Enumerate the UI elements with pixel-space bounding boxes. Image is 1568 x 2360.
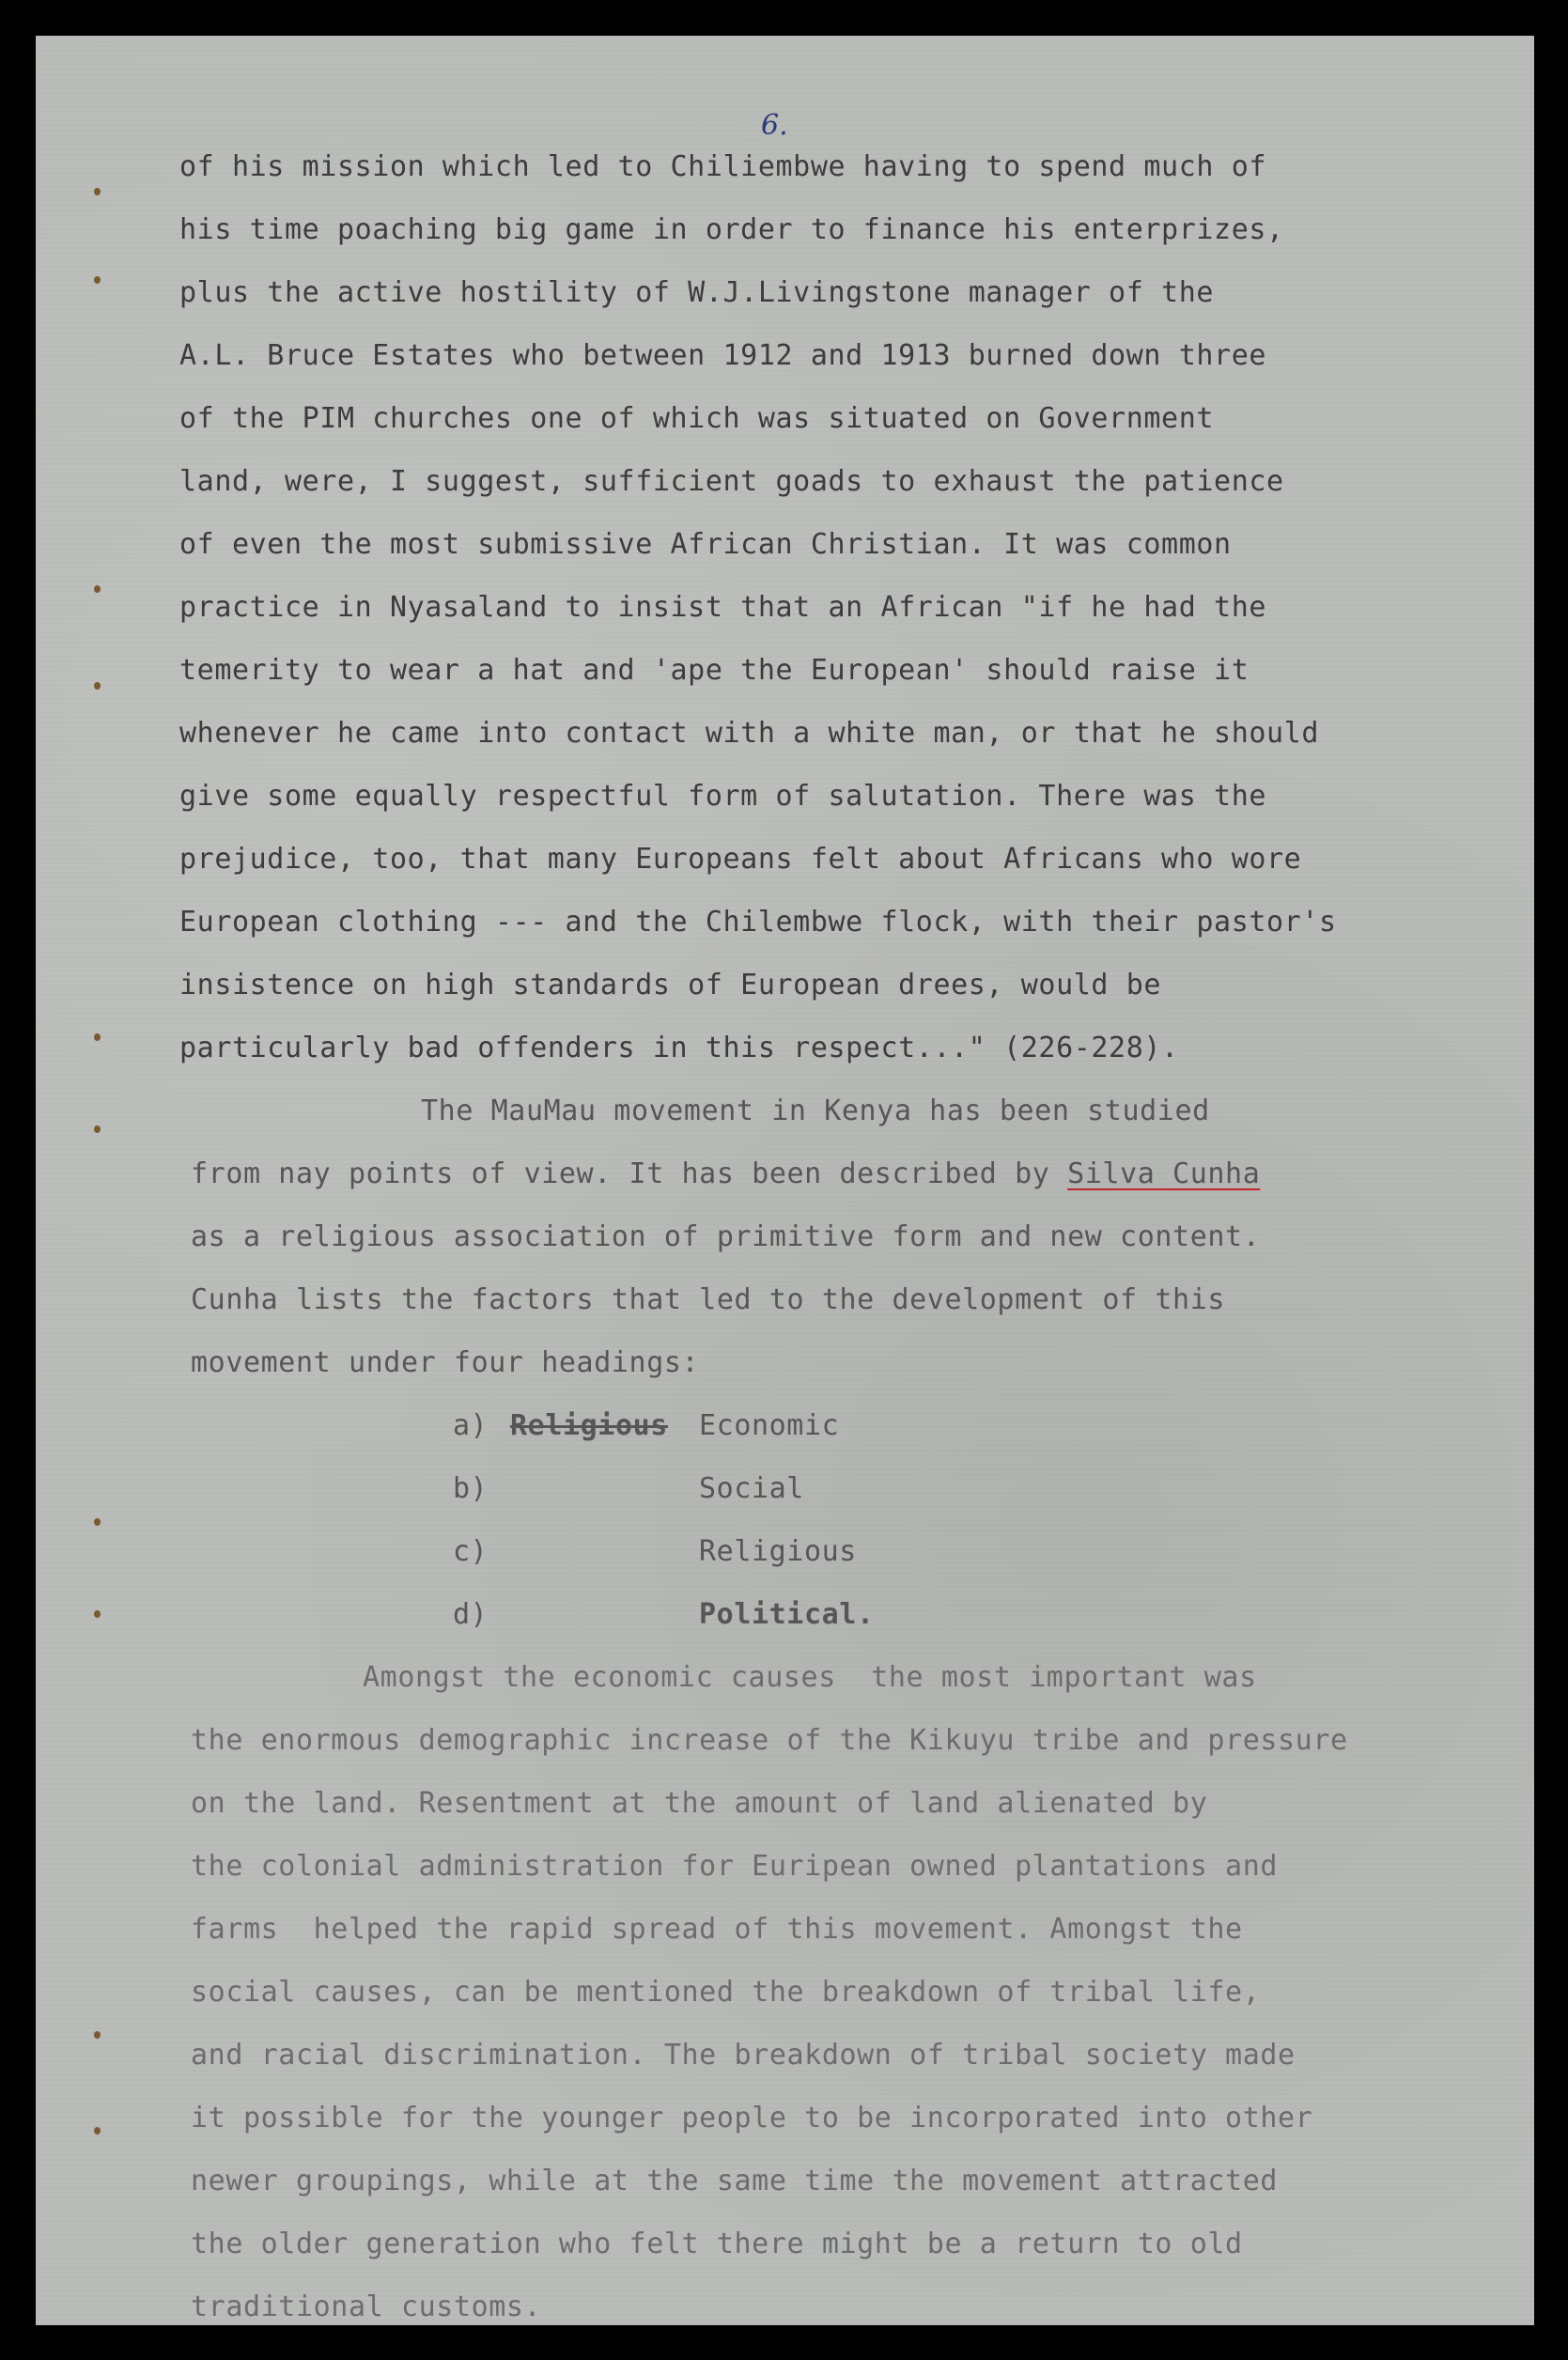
paper-mark (94, 1610, 101, 1618)
text-line: whenever he came into contact with a white man, or that he should (179, 717, 1319, 750)
list-marker: b) (453, 1472, 489, 1505)
text-line: his time poaching big game in order to finance his enterprizes, (179, 213, 1284, 246)
text-line: temerity to wear a hat and 'ape the European' should raise it (179, 654, 1250, 687)
paper-mark (94, 188, 101, 195)
text-line: insistence on high standards of European drees, would be (179, 969, 1162, 1001)
text-line: A.L. Bruce Estates who between 1912 and 1913 burned down three (179, 339, 1267, 372)
paper-mark (94, 1033, 101, 1041)
list-item-label: Political. (699, 1598, 875, 1631)
text-line: particularly bad offenders in this respect..." (226-228). (179, 1032, 1179, 1064)
underlined-author-name: Silva Cunha (1067, 1157, 1261, 1190)
list-item-label: Economic (699, 1409, 840, 1442)
paper-mark (94, 2127, 101, 2135)
text-line: of the PIM churches one of which was situated on Government (179, 402, 1215, 435)
text-line: prejudice, too, that many Europeans felt about Africans who wore (179, 843, 1302, 876)
paper-mark (94, 1518, 101, 1526)
text-line: Cunha lists the factors that led to the development of this (191, 1283, 1226, 1316)
list-marker: d) (453, 1598, 489, 1631)
text-line: movement under four headings: (191, 1346, 700, 1379)
text-line: Amongst the economic causes the most important was (363, 1661, 1257, 1694)
text-line: on the land. Resentment at the amount of land alienated by (191, 1787, 1208, 1820)
text-line: The MauMau movement in Kenya has been studied (421, 1095, 1210, 1127)
text-line: plus the active hostility of W.J.Livingstone manager of the (179, 276, 1215, 309)
text-line: of his mission which led to Chiliembwe having to spend much of (179, 150, 1267, 183)
text-line: newer groupings, while at the same time the movement attracted (191, 2165, 1279, 2197)
list-marker: c) (453, 1535, 489, 1568)
paper-mark (94, 585, 101, 593)
typewritten-page (36, 36, 1534, 2325)
page-number: 6. (761, 109, 788, 142)
text-line: traditional customs. (191, 2290, 542, 2323)
text-line: social causes, can be mentioned the breakdown of tribal life, (191, 1976, 1261, 2009)
list-item-label: Religious (699, 1535, 857, 1568)
list-item-label: Social (699, 1472, 804, 1505)
text-line: and racial discrimination. The breakdown of tribal society made (191, 2039, 1296, 2072)
text-line: land, were, I suggest, sufficient goads to exhaust the patience (179, 465, 1284, 498)
paper-mark (94, 1126, 101, 1133)
text-line: of even the most submissive African Christian. It was common (179, 528, 1232, 561)
list-marker: a) (453, 1409, 489, 1442)
text-span: from nay points of view. It has been described by (191, 1157, 1068, 1190)
paper-mark (94, 682, 101, 690)
struck-out-word: Religious (510, 1409, 668, 1442)
text-line: farms helped the rapid spread of this movement. Amongst the (191, 1913, 1243, 1946)
text-line: practice in Nyasaland to insist that an African "if he had the (179, 591, 1267, 624)
text-line: the enormous demographic increase of the Kikuyu tribe and pressure (191, 1724, 1348, 1757)
text-line: give some equally respectful form of salutation. There was the (179, 780, 1267, 813)
paper-mark (94, 276, 101, 284)
text-line: the older generation who felt there might be a return to old (191, 2228, 1243, 2260)
text-line: the colonial administration for Euripean owned plantations and (191, 1850, 1279, 1883)
text-line: as a religious association of primitive form and new content. (191, 1220, 1261, 1253)
paper-mark (94, 2031, 101, 2039)
text-line (191, 1157, 1260, 1190)
text-line: it possible for the younger people to be incorporated into other (191, 2102, 1313, 2135)
text-line: European clothing --- and the Chilembwe flock, with their pastor's (179, 906, 1337, 939)
